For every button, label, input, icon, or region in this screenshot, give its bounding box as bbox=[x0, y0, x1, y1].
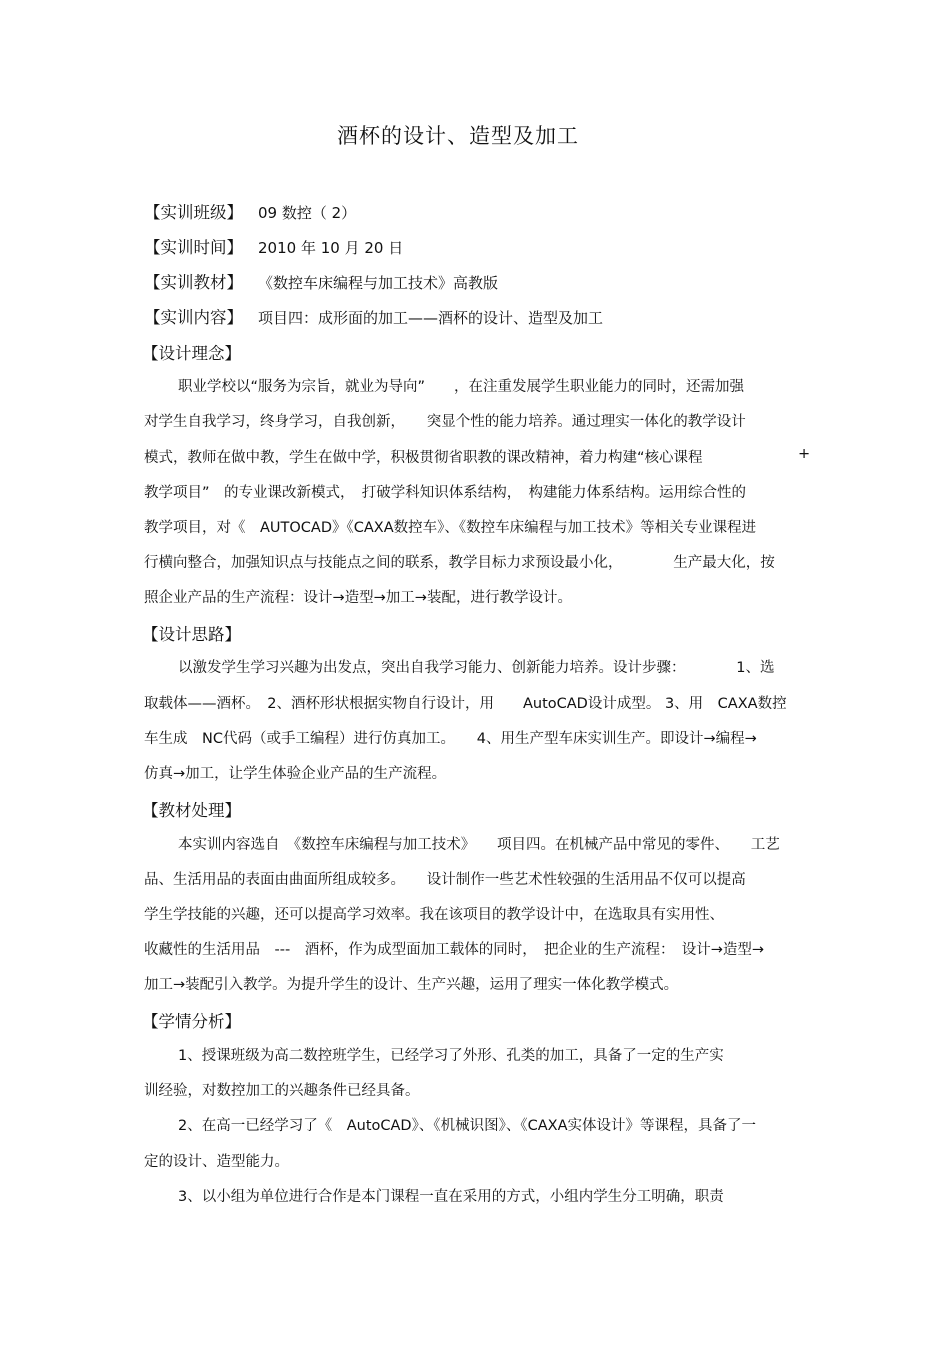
paragraph-line: 模式，教师在做中教，学生在做中学，积极贯彻省职教的课改精神，着力构建“核心课程 bbox=[144, 450, 703, 466]
paragraph-line: 品、生活用品的表面由曲面所组成较多。 设计制作一些艺术性较强的生活用品不仅可以提高 bbox=[144, 872, 746, 888]
paragraph-line: 加工→装配引入教学。为提升学生的设计、生产兴趣，运用了理实一体化教学模式。 bbox=[144, 977, 679, 993]
meta-content bbox=[144, 304, 603, 328]
paragraph-line: 以激发学生学习兴趣为出发点，突出自我学习能力、创新能力培养。设计步骤： 1、选 bbox=[178, 660, 775, 676]
meta-time bbox=[144, 234, 403, 258]
paragraph-line: 车生成 NC代码（或手工编程）进行仿真加工。 4、用生产型车床实训生产。即设计→编程→ bbox=[144, 731, 757, 747]
paragraph-line: 训经验，对数控加工的兴趣条件已经具备。 bbox=[144, 1083, 420, 1099]
section-heading-approach: 【设计思路】 bbox=[142, 625, 241, 644]
meta-textbook-label: 【实训教材】 bbox=[144, 273, 243, 292]
meta-content-label: 【实训内容】 bbox=[144, 308, 243, 327]
paragraph-line: 取载体——酒杯。 2、酒杯形状根据实物自行设计，用 AutoCAD设计成型。 3、用 CAXA数控 bbox=[144, 696, 787, 712]
paragraph-line: 教学项目，对《 AUTOCAD》《CAXA数控车》、《数控车床编程与加工技术》等相关专业课程进 bbox=[144, 520, 757, 536]
meta-textbook-value: 《数控车床编程与加工技术》高教版 bbox=[258, 274, 499, 292]
paragraph-line: 学生学技能的兴趣，还可以提高学习效率。我在该项目的教学设计中，在选取具有实用性、 bbox=[144, 907, 724, 923]
paragraph-fragment: + bbox=[798, 446, 811, 462]
section-heading-idea: 【设计理念】 bbox=[142, 344, 241, 363]
paragraph-line: 照企业产品的生产流程：设计→造型→加工→装配，进行教学设计。 bbox=[144, 590, 572, 606]
meta-class-label: 【实训班级】 bbox=[144, 203, 243, 222]
meta-class-value: 09 数控（ 2） bbox=[258, 204, 357, 222]
paragraph-line: 教学项目” 的专业课改新模式， 打破学科知识体系结构， 构建能力体系结构。运用综合性的 bbox=[144, 485, 747, 501]
paragraph-line: 职业学校以“服务为宗旨，就业为导向” ，在注重发展学生职业能力的同时，还需加强 bbox=[178, 379, 745, 395]
paragraph-line: 3、以小组为单位进行合作是本门课程一直在采用的方式，小组内学生分工明确，职责 bbox=[178, 1189, 724, 1205]
paragraph-line: 行横向整合，加强知识点与技能点之间的联系，教学目标力求预设最小化， 生产最大化，按 bbox=[144, 555, 775, 571]
paragraph-line: 2、在高一已经学习了《 AutoCAD》、《机械识图》、《CAXA实体设计》等课程，具备了一 bbox=[178, 1118, 756, 1134]
document-title: 酒杯的设计、造型及加工 bbox=[337, 124, 579, 148]
meta-class bbox=[144, 199, 356, 223]
paragraph-line: 对学生自我学习，终身学习，自我创新， 突显个性的能力培养。通过理实一体化的教学设计 bbox=[144, 414, 746, 430]
meta-time-value: 2010 年 10 月 20 日 bbox=[258, 239, 404, 257]
section-heading-analysis: 【学情分析】 bbox=[142, 1012, 241, 1031]
meta-time-label: 【实训时间】 bbox=[144, 238, 243, 257]
paragraph-line: 本实训内容选自 《数控车床编程与加工技术》 项目四。在机械产品中常见的零件、 工艺 bbox=[178, 837, 780, 853]
meta-textbook bbox=[144, 269, 498, 293]
paragraph-line: 收藏性的生活用品 --- 酒杯，作为成型面加工载体的同时， 把企业的生产流程： 设计→造型→ bbox=[144, 942, 764, 958]
paragraph-line: 仿真→加工，让学生体验企业产品的生产流程。 bbox=[144, 766, 447, 782]
section-heading-material: 【教材处理】 bbox=[142, 801, 241, 820]
meta-content-value: 项目四：成形面的加工——酒杯的设计、造型及加工 bbox=[258, 309, 604, 327]
paragraph-line: 定的设计、造型能力。 bbox=[144, 1154, 289, 1170]
paragraph-line: 1、授课班级为高二数控班学生，已经学习了外形、孔类的加工，具备了一定的生产实 bbox=[178, 1048, 724, 1064]
